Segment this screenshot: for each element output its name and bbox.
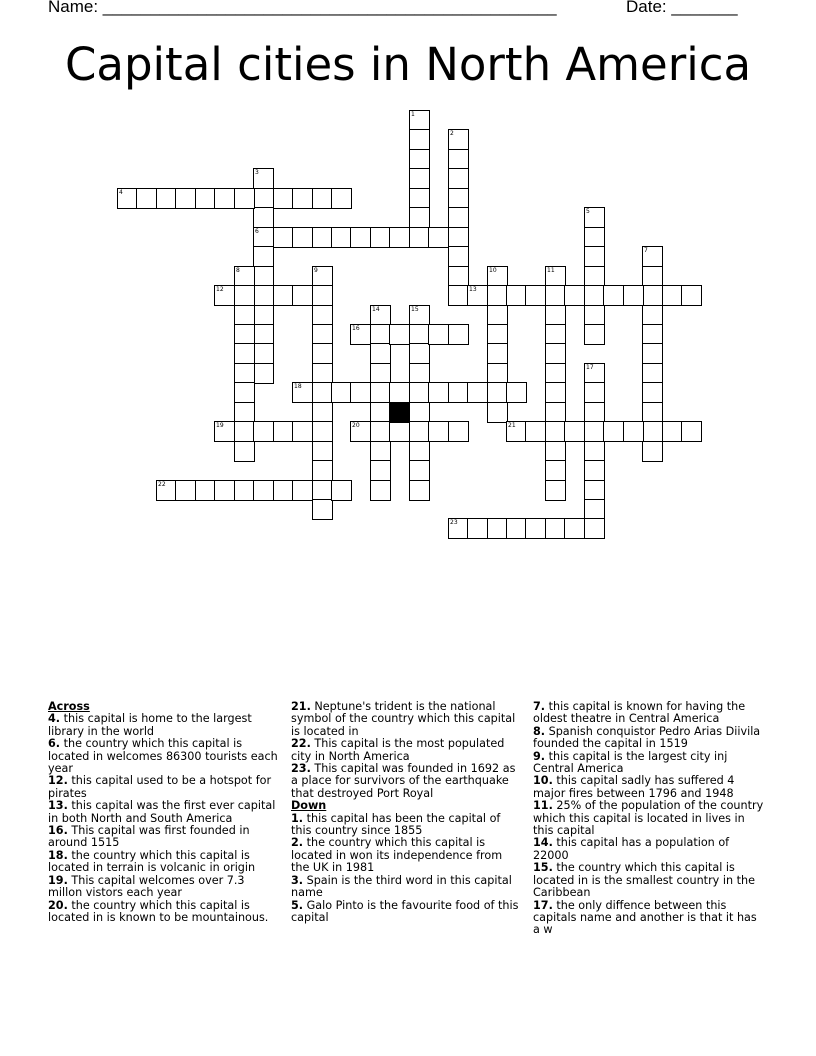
grid-cell[interactable] xyxy=(370,460,391,481)
grid-cell[interactable] xyxy=(234,421,255,442)
grid-cell[interactable] xyxy=(584,324,605,345)
grid-cell[interactable] xyxy=(487,382,508,403)
grid-cell[interactable] xyxy=(273,285,294,306)
grid-cell[interactable] xyxy=(234,441,255,462)
grid-cell[interactable] xyxy=(370,305,391,326)
grid-cell[interactable] xyxy=(584,402,605,423)
grid-cell[interactable] xyxy=(234,305,255,326)
grid-cell[interactable] xyxy=(409,441,430,462)
grid-cell[interactable] xyxy=(642,324,663,345)
grid-cell[interactable] xyxy=(448,518,469,539)
grid-cell[interactable] xyxy=(253,246,274,267)
grid-cell[interactable] xyxy=(603,421,624,442)
clue-down-14: 14. this capital has a population of 22000 xyxy=(533,836,730,862)
grid-cell[interactable] xyxy=(545,324,566,345)
grid-cell[interactable] xyxy=(136,188,157,209)
clue-across-4: 4. this capital is home to the largest library in the world xyxy=(48,712,252,738)
grid-cell[interactable] xyxy=(545,421,566,442)
grid-cell[interactable] xyxy=(253,363,274,384)
grid-cell[interactable] xyxy=(234,285,255,306)
grid-cell[interactable] xyxy=(428,227,449,248)
grid-cell[interactable] xyxy=(545,460,566,481)
clue-across-18: 18. the country which this capital is located in terrain is volcanic in origin xyxy=(48,848,256,875)
clue-number: 3 xyxy=(255,169,259,176)
grid-cell[interactable] xyxy=(175,188,196,209)
grid-cell[interactable] xyxy=(370,421,391,442)
grid-cell[interactable] xyxy=(350,227,371,248)
grid-cell[interactable] xyxy=(389,382,410,403)
grid-cell[interactable] xyxy=(214,285,235,306)
clue-number: 7 xyxy=(644,247,648,254)
grid-cell[interactable] xyxy=(350,382,371,403)
grid-cell[interactable] xyxy=(234,402,255,423)
clue-across-6: 6. the country which this capital is located in welcomes 86300 tourists each year xyxy=(48,737,278,776)
grid-cell[interactable] xyxy=(292,188,313,209)
grid-cell[interactable] xyxy=(584,285,605,306)
clue-number: 2 xyxy=(450,130,454,137)
clue-number: 9 xyxy=(314,267,318,274)
clue-number: 4 xyxy=(119,189,123,196)
grid-cell[interactable] xyxy=(642,305,663,326)
grid-cell[interactable] xyxy=(564,421,585,442)
grid-cell[interactable] xyxy=(448,324,469,345)
clue-number: 10 xyxy=(489,267,497,274)
grid-cell[interactable] xyxy=(253,343,274,364)
clue-number: 13 xyxy=(469,286,477,293)
grid-cell[interactable] xyxy=(428,324,449,345)
grid-cell[interactable] xyxy=(487,324,508,345)
clue-number: 8 xyxy=(236,267,240,274)
clue-down-9: 9. this capital is the largest city inj Central America xyxy=(533,749,728,776)
grid-cell[interactable] xyxy=(370,382,391,403)
grid-cell[interactable] xyxy=(253,324,274,345)
grid-cell[interactable] xyxy=(525,421,546,442)
grid-cell[interactable] xyxy=(662,421,683,442)
grid-cell[interactable] xyxy=(487,305,508,326)
grid-cell[interactable] xyxy=(584,499,605,520)
grid-cell[interactable] xyxy=(642,421,663,442)
grid-cell[interactable] xyxy=(487,266,508,287)
grid-cell[interactable] xyxy=(545,441,566,462)
grid-cell[interactable] xyxy=(584,441,605,462)
grid-cell[interactable] xyxy=(253,227,274,248)
grid-cell[interactable] xyxy=(195,188,216,209)
grid-cell[interactable] xyxy=(545,343,566,364)
clue-across-22: 22. This capital is the most populated city in North America xyxy=(291,737,505,763)
clue-number: 6 xyxy=(255,228,259,235)
grid-cell[interactable] xyxy=(253,305,274,326)
grid-cell[interactable] xyxy=(234,324,255,345)
grid-cell[interactable] xyxy=(545,382,566,403)
grid-cell[interactable] xyxy=(312,480,333,501)
grid-cell[interactable] xyxy=(292,480,313,501)
clue-across-12: 12. this capital used to be a hotspot for pirates xyxy=(48,774,272,800)
grid-cell[interactable] xyxy=(584,227,605,248)
grid-cell[interactable] xyxy=(292,227,313,248)
grid-cell[interactable] xyxy=(292,382,313,403)
grid-cell[interactable] xyxy=(409,363,430,384)
clue-across-13: 13. this capital was the first ever capital in both North and South America xyxy=(48,799,276,825)
grid-cell[interactable] xyxy=(253,168,274,189)
across-heading: Across xyxy=(48,700,90,713)
clue-number: 1 xyxy=(411,111,415,118)
grid-cell[interactable] xyxy=(448,285,469,306)
grid-cell[interactable] xyxy=(273,227,294,248)
clue-number: 22 xyxy=(158,481,166,488)
grid-cell[interactable] xyxy=(642,363,663,384)
clue-down-8: 8. Spanish conquistor Pedro Arias Diivila founded the capital in 1519 xyxy=(533,724,761,751)
grid-cell[interactable] xyxy=(409,227,430,248)
grid-cell[interactable] xyxy=(467,518,488,539)
clue-column-2 xyxy=(291,701,521,924)
grid-cell[interactable] xyxy=(234,266,255,287)
down-heading: Down xyxy=(291,799,327,813)
grid-cell[interactable] xyxy=(545,266,566,287)
grid-cell[interactable] xyxy=(156,480,177,501)
grid-cell[interactable] xyxy=(487,343,508,364)
grid-cell[interactable] xyxy=(409,343,430,364)
clue-down-10: 10. this capital sadly has suffered 4 major fires between 1796 and 1948 xyxy=(533,774,735,800)
clue-down-5: 5. Galo Pinto is the favourite food of this capital xyxy=(291,898,519,924)
grid-cell[interactable] xyxy=(584,382,605,403)
grid-cell[interactable] xyxy=(506,518,527,539)
grid-cell[interactable] xyxy=(448,129,469,150)
grid-cell[interactable] xyxy=(312,382,333,403)
clue-down-11: 11. 25% of the population of the country which this capital is located in lives in this capital xyxy=(533,799,764,838)
grid-cell[interactable] xyxy=(487,518,508,539)
grid-cell[interactable] xyxy=(525,285,546,306)
grid-cell[interactable] xyxy=(584,363,605,384)
grid-cell[interactable] xyxy=(545,363,566,384)
grid-cell[interactable] xyxy=(234,343,255,364)
clue-across-21: 21. Neptune's trident is the national symbol of the country which this capital is located in xyxy=(291,700,516,738)
clue-number: 23 xyxy=(450,519,458,526)
clue-number: 17 xyxy=(586,364,594,371)
grid-cell[interactable] xyxy=(195,480,216,501)
clue-across-23: 23. This capital was founded in 1692 as a place for survivors of the earthquake that destroyed Port Royal xyxy=(291,762,516,800)
clue-down-15: 15. the country which this capital is located in is the smallest country in the Caribbean xyxy=(533,861,755,900)
grid-cell[interactable] xyxy=(253,188,274,209)
grid-cell[interactable] xyxy=(467,382,488,403)
grid-cell[interactable] xyxy=(214,480,235,501)
grid-cell[interactable] xyxy=(642,402,663,423)
clue-column-1 xyxy=(48,701,278,924)
grid-cell[interactable] xyxy=(253,285,274,306)
clue-number: 5 xyxy=(586,208,590,215)
clue-number: 11 xyxy=(547,267,555,274)
grid-cell[interactable] xyxy=(584,518,605,539)
grid-cell[interactable] xyxy=(214,421,235,442)
grid-cell[interactable] xyxy=(525,518,546,539)
grid-cell[interactable] xyxy=(506,421,527,442)
grid-cell[interactable] xyxy=(312,421,333,442)
grid-cell[interactable] xyxy=(448,188,469,209)
grid-cell[interactable] xyxy=(389,227,410,248)
grid-cell[interactable] xyxy=(584,266,605,287)
grid-cell[interactable] xyxy=(409,168,430,189)
grid-cell[interactable] xyxy=(409,129,430,150)
grid-cell[interactable] xyxy=(448,168,469,189)
grid-cell[interactable] xyxy=(448,421,469,442)
grid-cell[interactable] xyxy=(428,421,449,442)
grid-cell[interactable] xyxy=(273,188,294,209)
grid-cell[interactable] xyxy=(584,246,605,267)
grid-cell[interactable] xyxy=(370,441,391,462)
grid-cell[interactable] xyxy=(292,285,313,306)
grid-cell[interactable] xyxy=(409,188,430,209)
grid-cell[interactable] xyxy=(312,343,333,364)
clue-number: 18 xyxy=(294,383,302,390)
grid-cell[interactable] xyxy=(312,499,333,520)
grid-cell[interactable] xyxy=(409,421,430,442)
grid-black-cell xyxy=(389,402,410,423)
grid-cell[interactable] xyxy=(312,266,333,287)
grid-cell[interactable] xyxy=(331,188,352,209)
grid-cell[interactable] xyxy=(350,421,371,442)
grid-cell[interactable] xyxy=(642,266,663,287)
grid-cell[interactable] xyxy=(117,188,138,209)
clue-down-17: 17. the only diffence between this capitals name and another is that it has a w xyxy=(533,898,757,937)
grid-cell[interactable] xyxy=(603,285,624,306)
clue-column-3 xyxy=(533,701,765,937)
clue-down-1: 1. this capital has been the capital of this country since 1855 xyxy=(291,811,501,838)
grid-cell[interactable] xyxy=(623,285,644,306)
clue-across-16: 16. This capital was first founded in around 1515 xyxy=(48,824,250,850)
clue-number: 14 xyxy=(372,306,380,313)
grid-cell[interactable] xyxy=(370,480,391,501)
grid-cell[interactable] xyxy=(467,285,488,306)
grid-cell[interactable] xyxy=(253,266,274,287)
grid-cell[interactable] xyxy=(623,421,644,442)
grid-cell[interactable] xyxy=(331,227,352,248)
grid-cell[interactable] xyxy=(409,207,430,228)
grid-cell[interactable] xyxy=(312,460,333,481)
grid-cell[interactable] xyxy=(273,421,294,442)
grid-cell[interactable] xyxy=(273,480,294,501)
grid-cell[interactable] xyxy=(234,363,255,384)
grid-cell[interactable] xyxy=(409,460,430,481)
grid-cell[interactable] xyxy=(506,285,527,306)
grid-cell[interactable] xyxy=(681,285,702,306)
grid-cell[interactable] xyxy=(370,324,391,345)
grid-cell[interactable] xyxy=(448,149,469,170)
name-field-label: Name: ________________________________________________ xyxy=(48,0,557,16)
grid-cell[interactable] xyxy=(642,285,663,306)
grid-cell[interactable] xyxy=(584,460,605,481)
clue-across-20: 20. the country which this capital is located in is known to be mountainous. xyxy=(48,898,269,924)
grid-cell[interactable] xyxy=(448,246,469,267)
grid-cell[interactable] xyxy=(409,110,430,131)
grid-cell[interactable] xyxy=(292,421,313,442)
grid-cell[interactable] xyxy=(312,363,333,384)
grid-cell[interactable] xyxy=(350,324,371,345)
grid-cell[interactable] xyxy=(642,382,663,403)
clue-number: 16 xyxy=(352,325,360,332)
grid-cell[interactable] xyxy=(312,285,333,306)
clue-number: 21 xyxy=(508,422,516,429)
grid-cell[interactable] xyxy=(448,266,469,287)
grid-cell[interactable] xyxy=(506,382,527,403)
grid-cell[interactable] xyxy=(409,480,430,501)
grid-cell[interactable] xyxy=(448,207,469,228)
grid-cell[interactable] xyxy=(545,480,566,501)
grid-cell[interactable] xyxy=(234,382,255,403)
grid-cell[interactable] xyxy=(312,441,333,462)
grid-cell[interactable] xyxy=(389,421,410,442)
grid-cell[interactable] xyxy=(545,285,566,306)
clue-number: 19 xyxy=(216,422,224,429)
grid-cell[interactable] xyxy=(234,188,255,209)
grid-cell[interactable] xyxy=(584,207,605,228)
grid-cell[interactable] xyxy=(448,382,469,403)
grid-cell[interactable] xyxy=(642,343,663,364)
clue-across-19: 19. This capital welcomes over 7.3 millon vistors each year xyxy=(48,873,245,900)
grid-cell[interactable] xyxy=(584,305,605,326)
grid-cell[interactable] xyxy=(642,246,663,267)
grid-cell[interactable] xyxy=(448,227,469,248)
grid-cell[interactable] xyxy=(214,188,235,209)
clue-down-2: 2. the country which this capital is located in won its independence from the UK in 1981 xyxy=(291,836,503,875)
grid-cell[interactable] xyxy=(409,324,430,345)
grid-cell[interactable] xyxy=(331,480,352,501)
grid-cell[interactable] xyxy=(312,305,333,326)
grid-cell[interactable] xyxy=(331,382,352,403)
grid-cell[interactable] xyxy=(545,305,566,326)
grid-cell[interactable] xyxy=(487,402,508,423)
date-field-label: Date: _______ xyxy=(626,0,738,16)
grid-cell[interactable] xyxy=(564,518,585,539)
clue-down-7: 7. this capital is known for having the oldest theatre in Central America xyxy=(533,700,746,726)
grid-cell[interactable] xyxy=(564,285,585,306)
grid-cell[interactable] xyxy=(428,382,449,403)
grid-cell[interactable] xyxy=(409,149,430,170)
grid-cell[interactable] xyxy=(370,363,391,384)
grid-cell[interactable] xyxy=(487,285,508,306)
grid-cell[interactable] xyxy=(584,421,605,442)
grid-cell[interactable] xyxy=(409,402,430,423)
clue-number: 20 xyxy=(352,422,360,429)
clue-number: 15 xyxy=(411,306,419,313)
grid-cell[interactable] xyxy=(312,188,333,209)
grid-cell[interactable] xyxy=(312,227,333,248)
grid-cell[interactable] xyxy=(370,402,391,423)
grid-cell[interactable] xyxy=(409,382,430,403)
grid-cell[interactable] xyxy=(584,480,605,501)
grid-cell[interactable] xyxy=(487,363,508,384)
grid-cell[interactable] xyxy=(545,518,566,539)
grid-cell[interactable] xyxy=(642,441,663,462)
grid-cell[interactable] xyxy=(409,305,430,326)
page-title: Capital cities in North America xyxy=(64,38,752,91)
grid-cell[interactable] xyxy=(312,324,333,345)
grid-cell[interactable] xyxy=(253,207,274,228)
grid-cell[interactable] xyxy=(662,285,683,306)
grid-cell[interactable] xyxy=(389,324,410,345)
grid-cell[interactable] xyxy=(545,402,566,423)
grid-cell[interactable] xyxy=(253,480,274,501)
clue-down-3: 3. Spain is the third word in this capital name xyxy=(291,873,512,900)
grid-cell[interactable] xyxy=(175,480,196,501)
grid-cell[interactable] xyxy=(234,480,255,501)
grid-cell[interactable] xyxy=(681,421,702,442)
grid-cell[interactable] xyxy=(253,421,274,442)
grid-cell[interactable] xyxy=(156,188,177,209)
grid-cell[interactable] xyxy=(370,343,391,364)
clue-number: 12 xyxy=(216,286,224,293)
grid-cell[interactable] xyxy=(370,227,391,248)
grid-cell[interactable] xyxy=(312,402,333,423)
